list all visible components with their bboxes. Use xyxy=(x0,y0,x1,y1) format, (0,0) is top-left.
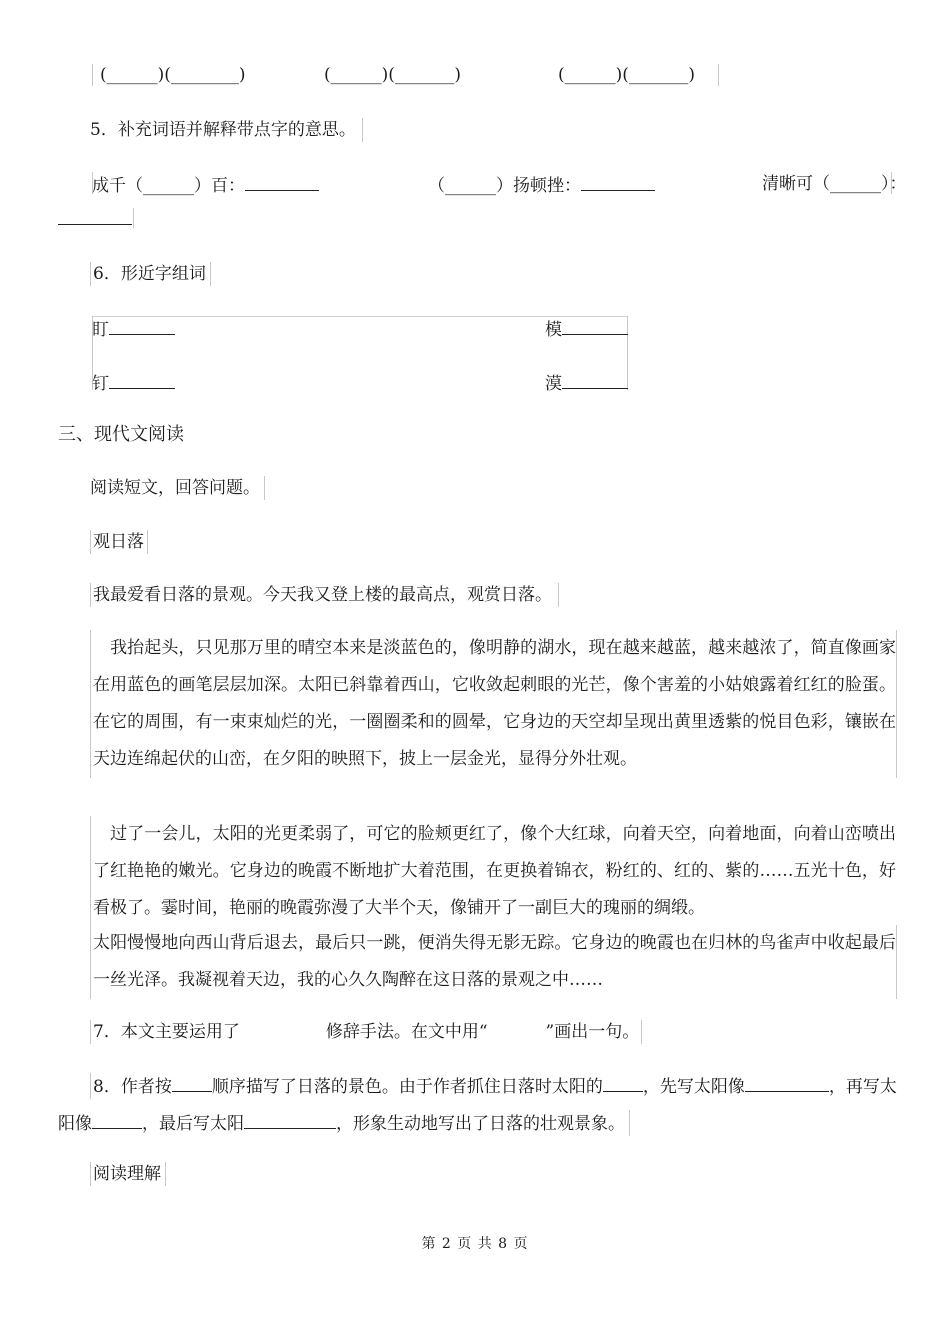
margin-bar xyxy=(891,172,892,194)
q6-char-4: 漠 xyxy=(545,374,562,394)
answer-blank xyxy=(562,370,628,389)
answer-blank xyxy=(172,1073,212,1092)
margin-bar xyxy=(718,64,719,86)
q5-item-1-label: 成千（______）百： xyxy=(92,176,245,196)
page-number: 第 2 页 共 8 页 xyxy=(421,1236,529,1252)
q6-char-1: 盯 xyxy=(92,320,109,340)
q5-item-2 xyxy=(428,172,655,198)
answer-blank xyxy=(109,370,175,389)
reading-instruction: 阅读短文，回答问题。 xyxy=(90,476,265,500)
q8-part-3: ，先写太阳像 xyxy=(642,1077,745,1097)
q6-cell-3 xyxy=(92,370,175,396)
blank-1a: (______) xyxy=(100,65,165,85)
q8-part-6: ，最后写太阳 xyxy=(142,1114,244,1134)
q7 xyxy=(90,1020,642,1044)
section-heading: 三、现代文阅读 xyxy=(58,424,184,445)
q8-line-1 xyxy=(90,1073,897,1099)
paragraph-text: 我抬起头，只见那万里的晴空本来是淡蓝色的，像明静的湖水，现在越来越蓝，越来越浓了，简直像画家在用蓝色的画笔层层加深。太阳已斜靠着西山，它收敛起刺眼的光芒，像个害羞的小姑娘露着红红的脸蛋。在它的周围，有一束束灿烂的光，一圈圈柔和的圆晕，它身边的天空却呈现出黄里透紫的悦目色彩，镶嵌在天边连绵起伏的山峦，在夕阳的映照下，披上一层金光，显得分外壮观。 xyxy=(93,638,896,769)
passage-title: 观日落 xyxy=(90,530,148,554)
answer-blank xyxy=(245,172,319,191)
answer-blank xyxy=(244,1110,336,1129)
blank-2a: (______) xyxy=(324,65,389,85)
margin-bar xyxy=(92,64,93,86)
reading-comprehension-heading: 阅读理解 xyxy=(90,1162,166,1186)
blank-pair-3 xyxy=(558,63,695,87)
q8-part-2: 顺序描写了日落的景色。由于作者抓住日落时太阳的 xyxy=(211,1077,603,1097)
answer-blank xyxy=(603,1073,643,1092)
q6-cell-1 xyxy=(92,316,175,342)
blank-1b: (________) xyxy=(164,65,246,85)
passage-paragraph-1: 我最爱看日落的景观。今天我又登上楼的最高点，观赏日落。 xyxy=(90,583,559,607)
blank-pair-2 xyxy=(324,63,461,87)
answer-blank xyxy=(109,316,175,335)
paragraph-text: 太阳慢慢地向西山背后退去，最后只一跳，便消失得无影无踪。它身边的晚霞也在归林的鸟雀声中收起最后一丝光泽。我凝视着天边，我的心久久陶醉在这日落的景观之中…… xyxy=(93,933,896,990)
q8-part-1: 8．作者按 xyxy=(93,1077,172,1097)
blank-3b: (_______) xyxy=(622,65,696,85)
q8-line-2 xyxy=(58,1110,630,1136)
q6-char-3: 钉 xyxy=(92,374,109,394)
q7-suffix: ”画出一句。 xyxy=(545,1022,640,1042)
q5-item-2-label: （______）扬顿挫： xyxy=(428,176,581,196)
blank-pair-1 xyxy=(100,63,246,87)
q6-cell-2 xyxy=(545,316,628,342)
q5-item-3-label: 清晰可（______）： xyxy=(762,174,907,194)
passage-paragraph-2 xyxy=(90,630,897,778)
paragraph-text: 过了一会儿，太阳的光更柔弱了，可它的脸颊更红了，像个大红球，向着天空，向着地面，向着山峦喷出了红艳艳的嫩光。它身边的晚霞不断地扩大着范围，在更换着锦衣，粉红的、红的、紫的……五光十色，好看极了。霎时间，艳丽的晚霞弥漫了大半个天，像铺开了一副巨大的瑰丽的绸缎。 xyxy=(93,824,896,918)
q6-char-2: 模 xyxy=(545,320,562,340)
q7-middle: 修辞手法。在文中用“ xyxy=(325,1022,488,1042)
q8-part-4: ，再写太 xyxy=(828,1077,897,1097)
q6-cell-4 xyxy=(545,370,628,396)
blank-2b: (_______) xyxy=(388,65,462,85)
q5-item-3-blank-line xyxy=(58,206,132,232)
answer-blank xyxy=(562,316,628,335)
q5-item-1 xyxy=(92,172,319,198)
blank-3a: (______) xyxy=(558,65,623,85)
q6-title: 6．形近字组词 xyxy=(90,262,211,286)
passage-paragraph-4 xyxy=(90,925,897,999)
q8-part-7: ，形象生动地写出了日落的壮观景象。 xyxy=(336,1114,625,1134)
q8-part-5: 阳像 xyxy=(58,1114,92,1134)
answer-blank xyxy=(745,1073,829,1092)
q7-prefix: 7．本文主要运用了 xyxy=(93,1022,240,1042)
margin-bar xyxy=(133,208,134,228)
answer-blank xyxy=(581,172,655,191)
answer-blank xyxy=(58,206,132,225)
passage-paragraph-3 xyxy=(90,816,896,927)
q5-title: 5．补充词语并解释带点字的意思。 xyxy=(90,118,363,142)
answer-blank xyxy=(92,1110,142,1129)
